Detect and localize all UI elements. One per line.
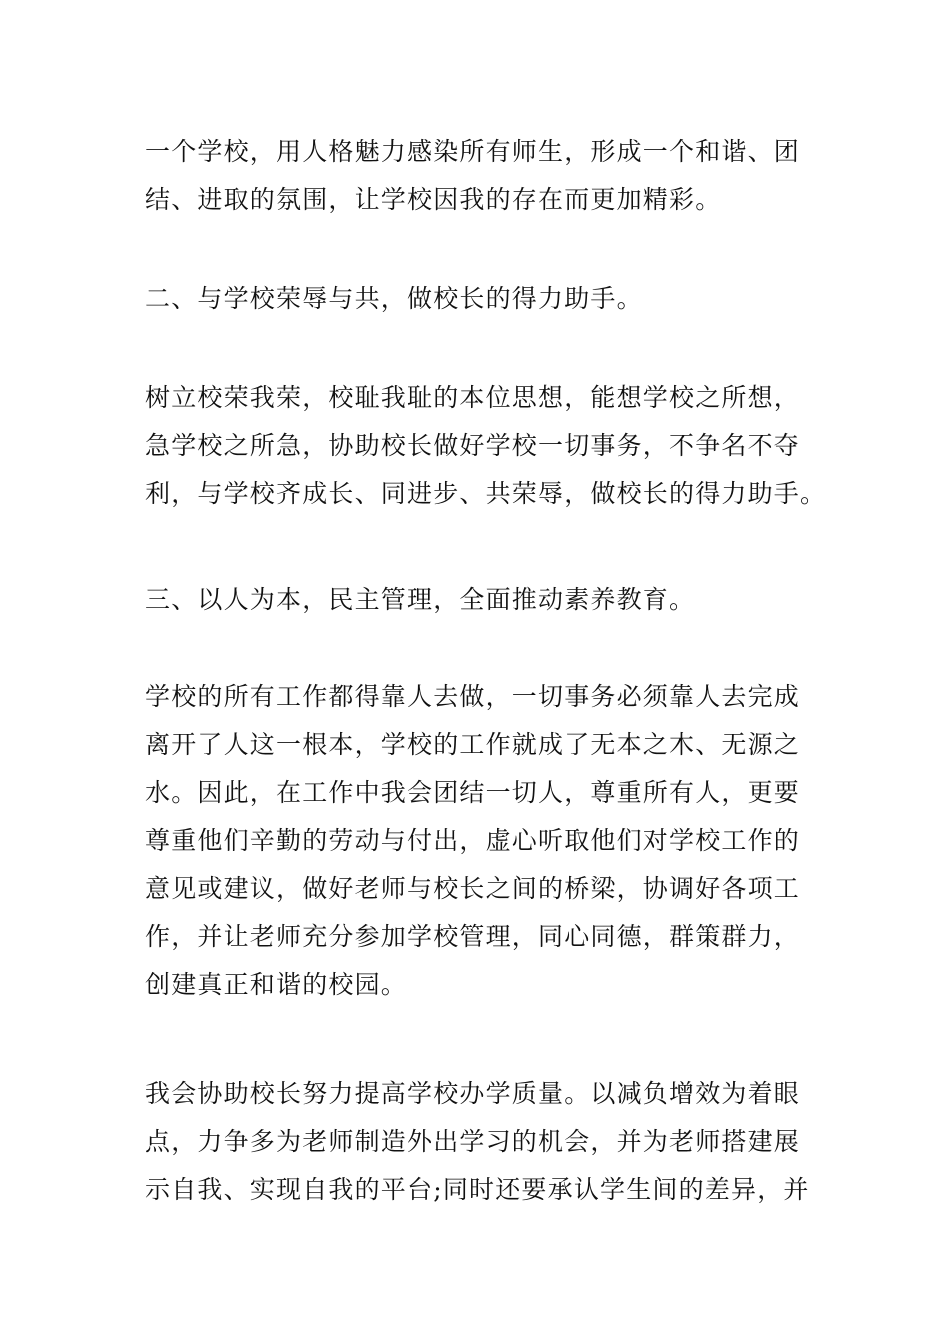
text-line: 示自我、实现自我的平台;同时还要承认学生间的差异，并 bbox=[145, 1175, 810, 1204]
text-line: 学校的所有工作都得靠人去做，一切事务必须靠人去完成 bbox=[145, 682, 801, 711]
text-line: 作，并让老师充分参加学校管理，同心同德，群策群力， bbox=[145, 922, 801, 951]
text-line: 我会协助校长努力提高学校办学质量。以减负增效为着眼 bbox=[145, 1079, 801, 1108]
section-heading: 三、以人为本，民主管理，全面推动素养教育。 bbox=[145, 585, 696, 614]
section-heading: 二、与学校荣辱与共，做校长的得力助手。 bbox=[145, 284, 643, 313]
text-line: 树立校荣我荣，校耻我耻的本位思想，能想学校之所想， bbox=[145, 383, 801, 412]
heading-section-two bbox=[145, 275, 815, 323]
paragraph-school-atmosphere bbox=[145, 128, 815, 224]
text-line: 离开了人这一根本，学校的工作就成了无本之木、无源之 bbox=[145, 730, 801, 759]
text-line: 结、进取的氛围，让学校因我的存在而更加精彩。 bbox=[145, 185, 722, 214]
text-line: 利，与学校齐成长、同进步、共荣辱，做校长的得力助手。 bbox=[145, 479, 827, 508]
text-line: 点，力争多为老师制造外出学习的机会，并为老师搭建展 bbox=[145, 1127, 801, 1156]
text-line: 尊重他们辛勤的劳动与付出，虚心听取他们对学校工作的 bbox=[145, 826, 801, 855]
heading-section-three bbox=[145, 576, 815, 624]
text-line: 一个学校，用人格魅力感染所有师生，形成一个和谐、团 bbox=[145, 137, 801, 166]
text-line: 意见或建议，做好老师与校长之间的桥梁，协调好各项工 bbox=[145, 874, 801, 903]
text-line: 急学校之所急，协助校长做好学校一切事务，不争名不夺 bbox=[145, 431, 801, 460]
text-line: 创建真正和谐的校园。 bbox=[145, 970, 408, 999]
text-line: 水。因此，在工作中我会团结一切人，尊重所有人，更要 bbox=[145, 778, 801, 807]
paragraph-teaching-quality bbox=[145, 1070, 815, 1214]
paragraph-people-oriented bbox=[145, 673, 815, 1009]
paragraph-school-honor bbox=[145, 374, 827, 518]
